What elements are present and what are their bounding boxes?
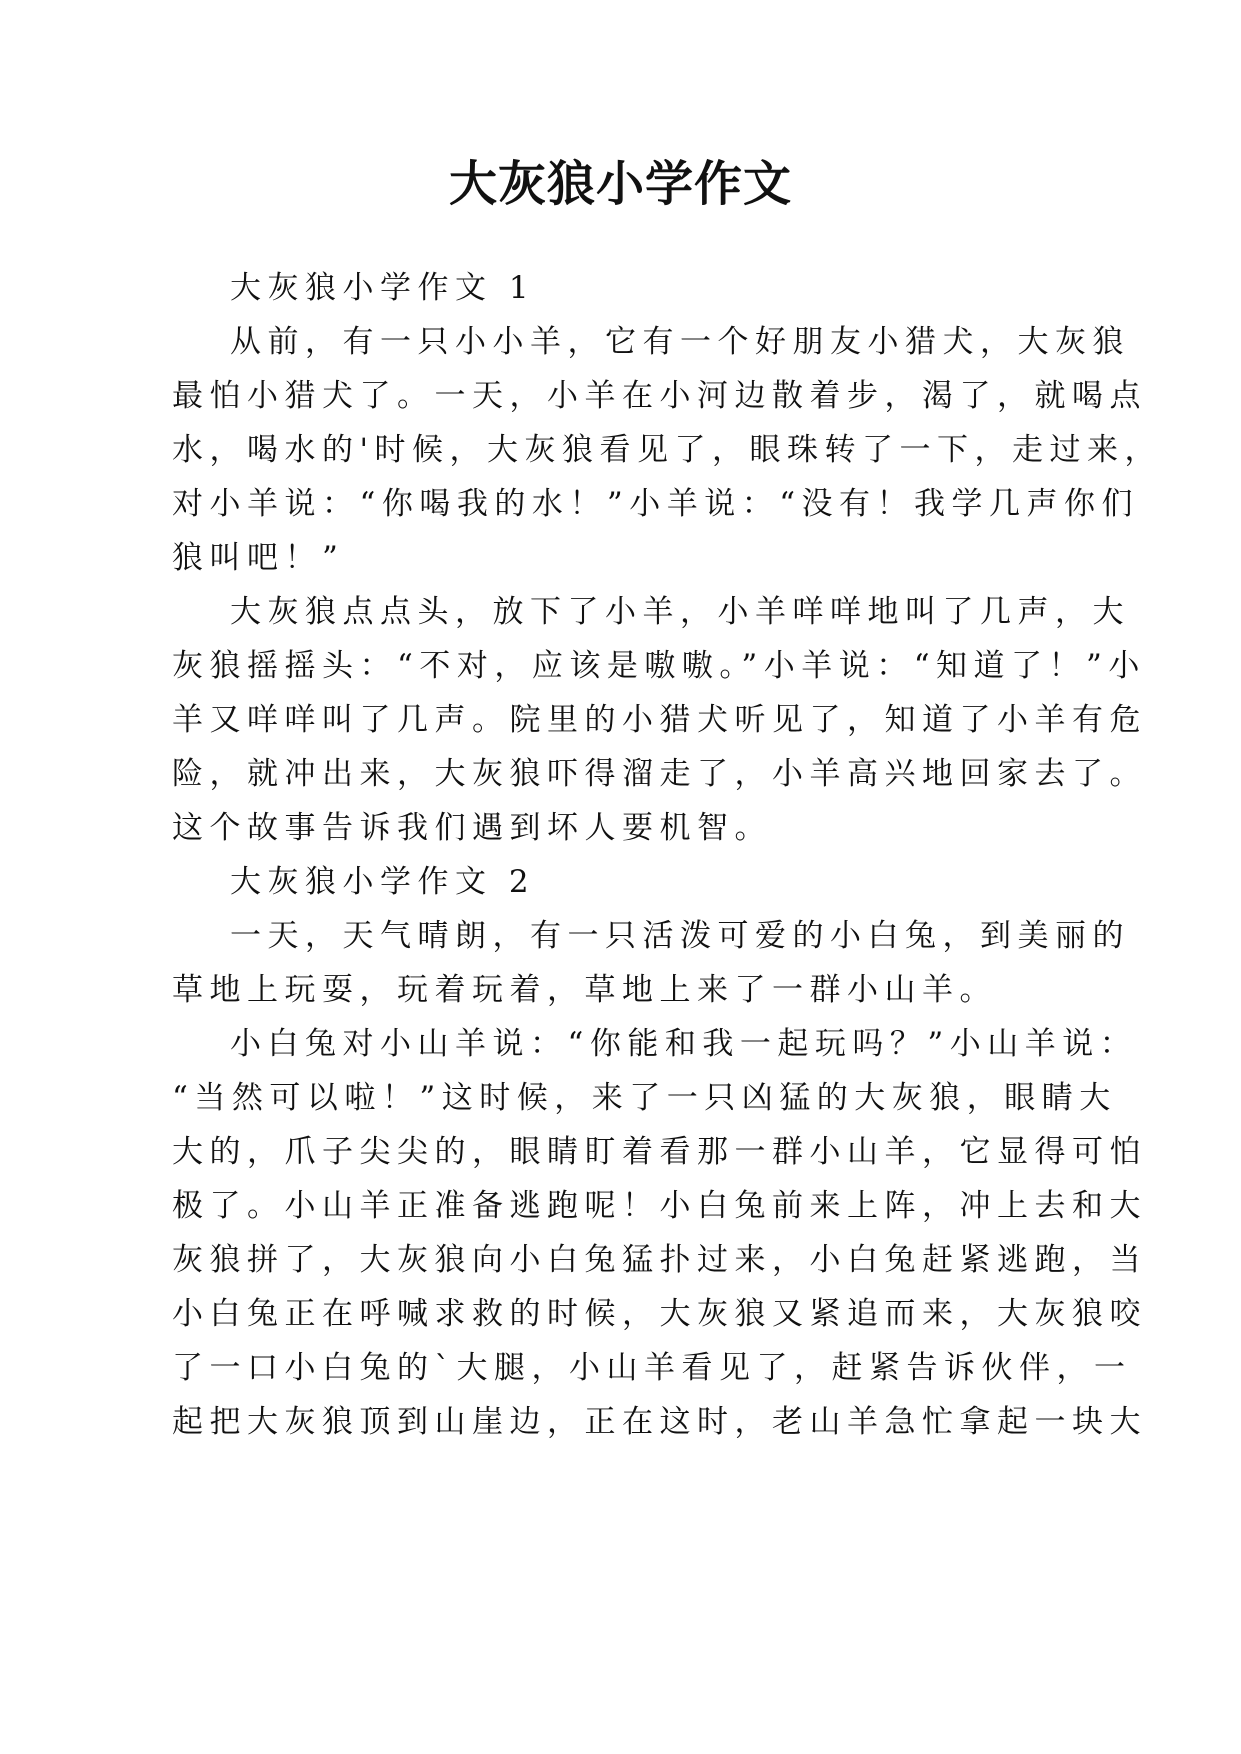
text-line: 从前，有一只小小羊，它有一个好朋友小猎犬，大灰狼 bbox=[230, 324, 1130, 360]
section-heading: 大灰狼小学作文 2 bbox=[230, 864, 536, 900]
text-line: 灰狼摇摇头：“不对，应该是嗷嗷。”小羊说：“知道了！”小 bbox=[172, 648, 1146, 684]
text-line: 一天，天气晴朗，有一只活泼可爱的小白兔，到美丽的 bbox=[230, 918, 1130, 954]
document-title: 大灰狼小学作文 bbox=[448, 156, 792, 212]
text-line: 极了。小山羊正准备逃跑呢！小白兔前来上阵，冲上去和大 bbox=[172, 1188, 1147, 1224]
text-line: “当然可以啦！”这时候，来了一只凶猛的大灰狼，眼睛大 bbox=[172, 1080, 1117, 1116]
text-line: 羊又咩咩叫了几声。院里的小猎犬听见了，知道了小羊有危 bbox=[172, 702, 1147, 738]
text-line: 水，喝水的'时候，大灰狼看见了，眼珠转了一下，走过来， bbox=[172, 432, 1163, 468]
text-line: 最怕小猎犬了。一天，小羊在小河边散着步，渴了，就喝点 bbox=[172, 378, 1147, 414]
text-line: 险，就冲出来，大灰狼吓得溜走了，小羊高兴地回家去了。 bbox=[172, 756, 1147, 792]
text-line: 大的，爪子尖尖的，眼睛盯着看那一群小山羊，它显得可怕 bbox=[172, 1134, 1147, 1170]
text-line: 起把大灰狼顶到山崖边，正在这时，老山羊急忙拿起一块大 bbox=[172, 1404, 1147, 1440]
text-line: 狼叫吧！” bbox=[172, 540, 345, 576]
text-line: 了一口小白兔的`大腿，小山羊看见了，赶紧告诉伙伴，一 bbox=[172, 1350, 1132, 1386]
text-line: 灰狼拼了，大灰狼向小白兔猛扑过来，小白兔赶紧逃跑，当 bbox=[172, 1242, 1147, 1278]
text-line: 这个故事告诉我们遇到坏人要机智。 bbox=[172, 810, 772, 846]
text-line: 对小羊说：“你喝我的水！”小羊说：“没有！我学几声你们 bbox=[172, 486, 1140, 522]
text-line: 小白兔正在呼喊求救的时候，大灰狼又紧追而来，大灰狼咬 bbox=[172, 1296, 1147, 1332]
section-heading: 大灰狼小学作文 1 bbox=[230, 270, 536, 306]
text-line: 小白兔对小山羊说：“你能和我一起玩吗？”小山羊说： bbox=[230, 1026, 1138, 1062]
text-line: 草地上玩耍，玩着玩着，草地上来了一群小山羊。 bbox=[172, 972, 997, 1008]
text-line: 大灰狼点点头，放下了小羊，小羊咩咩地叫了几声，大 bbox=[230, 594, 1130, 630]
